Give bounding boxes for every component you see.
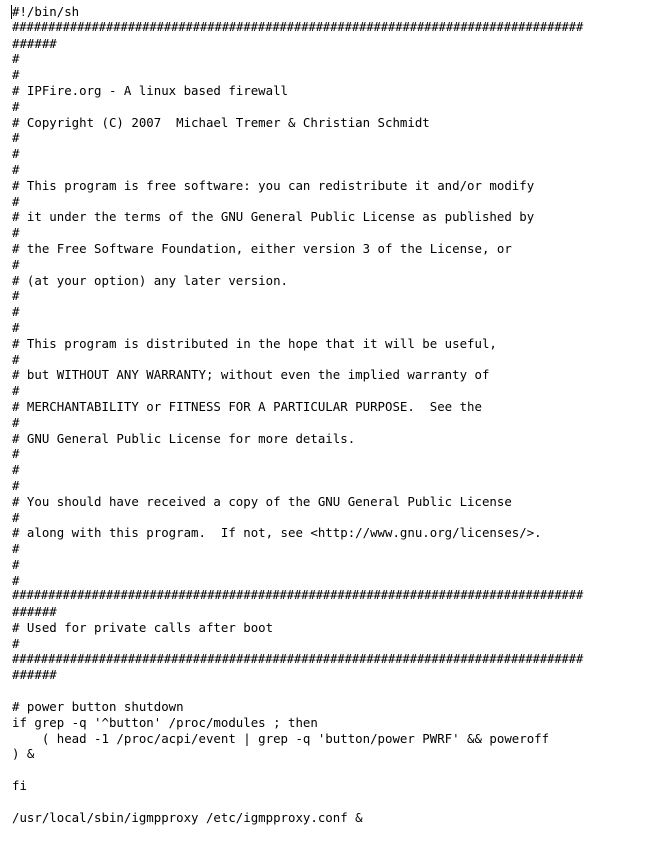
- code-line: # This program is free software: you can redistribute it and/or modify: [12, 177, 535, 193]
- code-line: #: [12, 193, 20, 209]
- code-line: #: [12, 351, 20, 367]
- code-line: [12, 794, 662, 810]
- code-line: #: [12, 635, 20, 651]
- code-line: # Copyright (C) 2007 Michael Tremer & Christian Schmidt: [12, 114, 430, 130]
- code-line: # You should have received a copy of the GNU General Public License: [12, 493, 512, 509]
- code-line: #: [12, 383, 20, 399]
- code-line: #: [12, 541, 20, 557]
- code-line: # but WITHOUT ANY WARRANTY; without even the implied warranty of: [12, 367, 490, 383]
- code-line: fi: [12, 778, 27, 794]
- code-line: # GNU General Public License for more details.: [12, 430, 356, 446]
- code-line: # the Free Software Foundation, either version 3 of the License, or: [12, 240, 512, 256]
- code-line: # power button shutdown: [12, 699, 184, 715]
- code-line: [12, 762, 662, 778]
- code-line: #: [12, 446, 20, 462]
- code-line: #: [12, 161, 20, 177]
- code-line: # Used for private calls after boot: [12, 620, 274, 636]
- code-line: #: [12, 319, 20, 335]
- code-line: ###############################################################################: [12, 588, 584, 603]
- code-line: #!/bin/sh: [12, 4, 80, 19]
- code-line: # it under the terms of the GNU General Public License as published by: [12, 209, 535, 225]
- code-line: # (at your option) any later version.: [12, 272, 289, 288]
- code-line: ###############################################################################: [12, 651, 584, 666]
- code-line: #: [12, 146, 20, 162]
- code-line: ######: [12, 35, 57, 51]
- code-line: ###############################################################################: [12, 19, 584, 34]
- code-line: #: [12, 304, 20, 320]
- code-line: #: [12, 509, 20, 525]
- code-line: #: [12, 288, 20, 304]
- code-line: # This program is distributed in the hope that it will be useful,: [12, 335, 497, 351]
- code-line: #: [12, 462, 20, 478]
- code-line: #: [12, 98, 20, 114]
- code-line: [12, 683, 662, 699]
- code-line: #: [12, 477, 20, 493]
- code-line: ######: [12, 604, 57, 620]
- code-line: #: [12, 51, 20, 67]
- code-line: # MERCHANTABILITY or FITNESS FOR A PARTICULAR PURPOSE. See the: [12, 398, 482, 414]
- code-line: #: [12, 556, 20, 572]
- code-line: if grep -q '^button' /proc/modules ; then: [12, 714, 318, 730]
- code-line: ######: [12, 667, 57, 683]
- code-line: ( head -1 /proc/acpi/event | grep -q 'button/power PWRF' && poweroff: [12, 730, 550, 746]
- editor-text-area[interactable]: [12, 4, 662, 825]
- code-line: ) &: [12, 746, 35, 762]
- code-line: #: [12, 572, 20, 588]
- code-line: #: [12, 414, 20, 430]
- code-line: #: [12, 67, 20, 83]
- code-line: #: [12, 130, 20, 146]
- code-line: #: [12, 256, 20, 272]
- text-cursor: [11, 5, 12, 19]
- code-line: # along with this program. If not, see <http://www.gnu.org/licenses/>.: [12, 525, 542, 541]
- code-line: #: [12, 225, 20, 241]
- code-line: # IPFire.org - A linux based firewall: [12, 82, 289, 98]
- code-line: /usr/local/sbin/igmpproxy /etc/igmpproxy.conf &: [12, 809, 363, 825]
